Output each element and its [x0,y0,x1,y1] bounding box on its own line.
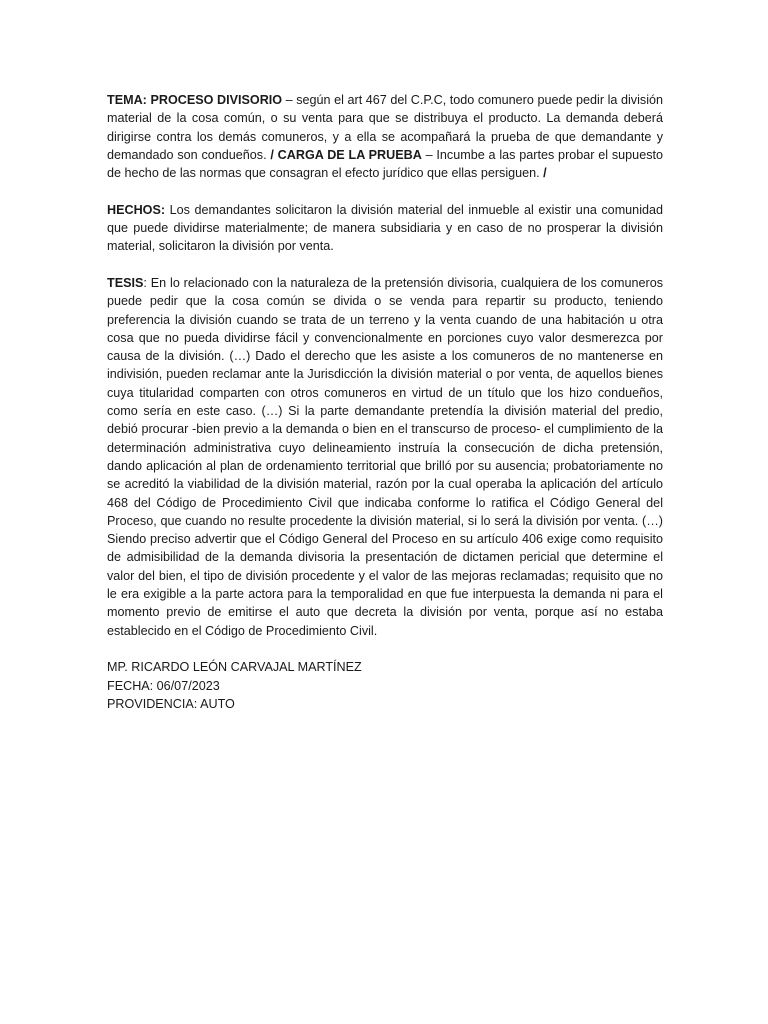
tesis-text: : En lo relacionado con la naturaleza de la pretensión divisoria, cualquiera de los comuneros puede pedir que la cosa común se divida o se venda para repartir su producto, teniendo preferencia la división cuando se trata de un terreno y la venta cuando de una habitación u otra cosa que no pueda dividirse fácil y convencionalmente en porciones cuyo valor desmerezca por causa de la división. (…) Dado el derecho que les asiste a los comuneros de no mantenerse en indivisión, pueden reclamar ante la Jurisdicción la división material o por venta, de aquellos bienes cuya titularidad comparten con otros comuneros en virtud de un título que los hizo condueños, como sería en este caso. (…) Si la parte demandante pretendía la división material del predio, debió procurar -bien previo a la demanda o bien en el transcurso de proceso- el cumplimiento de la determinación administrativa cuyo delineamiento instruía la consecución de dicha pretensión, dando aplicación al plan de ordenamiento territorial que brilló por su ausencia; probatoriamente no se acreditó la viabilidad de la división material, razón por la cual operaba la aplicación del artículo 468 del Código de Procedimiento Civil que indicaba conforme lo ratifica el Código General del Proceso, que cuando no resulte procedente la división material, si lo será la división por venta. (…) Siendo preciso advertir que el Código General del Proceso en su artículo 406 exige como requisito de admisibilidad de la demanda divisoria la presentación de dictamen pericial que determine el valor del bien, el tipo de división procedente y el valor de las mejoras reclamadas; requisito que no le era exigible a la parte actora para la temporalidad en que fue interpuesta la demanda ni para el momento previo de emitirse el auto que decreta la división por venta, porque así no estaba establecido en el Código de Procedimiento Civil. [107,275,663,638]
magistrate-name: MP. RICARDO LEÓN CARVAJAL MARTÍNEZ [107,660,362,675]
tesis-paragraph [107,274,663,640]
carga-prueba-label: / CARGA DE LA PRUEBA [270,147,422,162]
signature-block [107,658,663,713]
tema-paragraph [107,91,663,182]
tesis-label: TESIS [107,275,144,290]
hechos-label: HECHOS: [107,202,166,217]
document-page [107,91,663,713]
tema-text: – según el art 467 del C.P.C, todo comunero puede pedir la división material de la cosa común, o su venta para que se distribuya el producto. La demanda deberá dirigirse contra los demás comuneros, y a ella se acompañará la prueba de que demandante y demandado son condueños. [107,93,664,162]
tema-end-slash: / [543,166,547,181]
hechos-text: Los demandantes solicitaron la división material del inmueble al existir una comunidad que puede dividirse materialmente; de manera subsidiaria y en caso de no prosperar la división material, solicitaron la división por venta. [107,202,663,254]
providencia-line: PROVIDENCIA: AUTO [107,696,235,711]
hechos-paragraph [107,201,663,256]
carga-prueba-text: – Incumbe a las partes probar el supuesto de hecho de las normas que consagran el efecto jurídico que ellas persiguen. [107,147,663,181]
tema-label: TEMA: PROCESO DIVISORIO [107,93,283,107]
date-line: FECHA: 06/07/2023 [107,678,220,693]
